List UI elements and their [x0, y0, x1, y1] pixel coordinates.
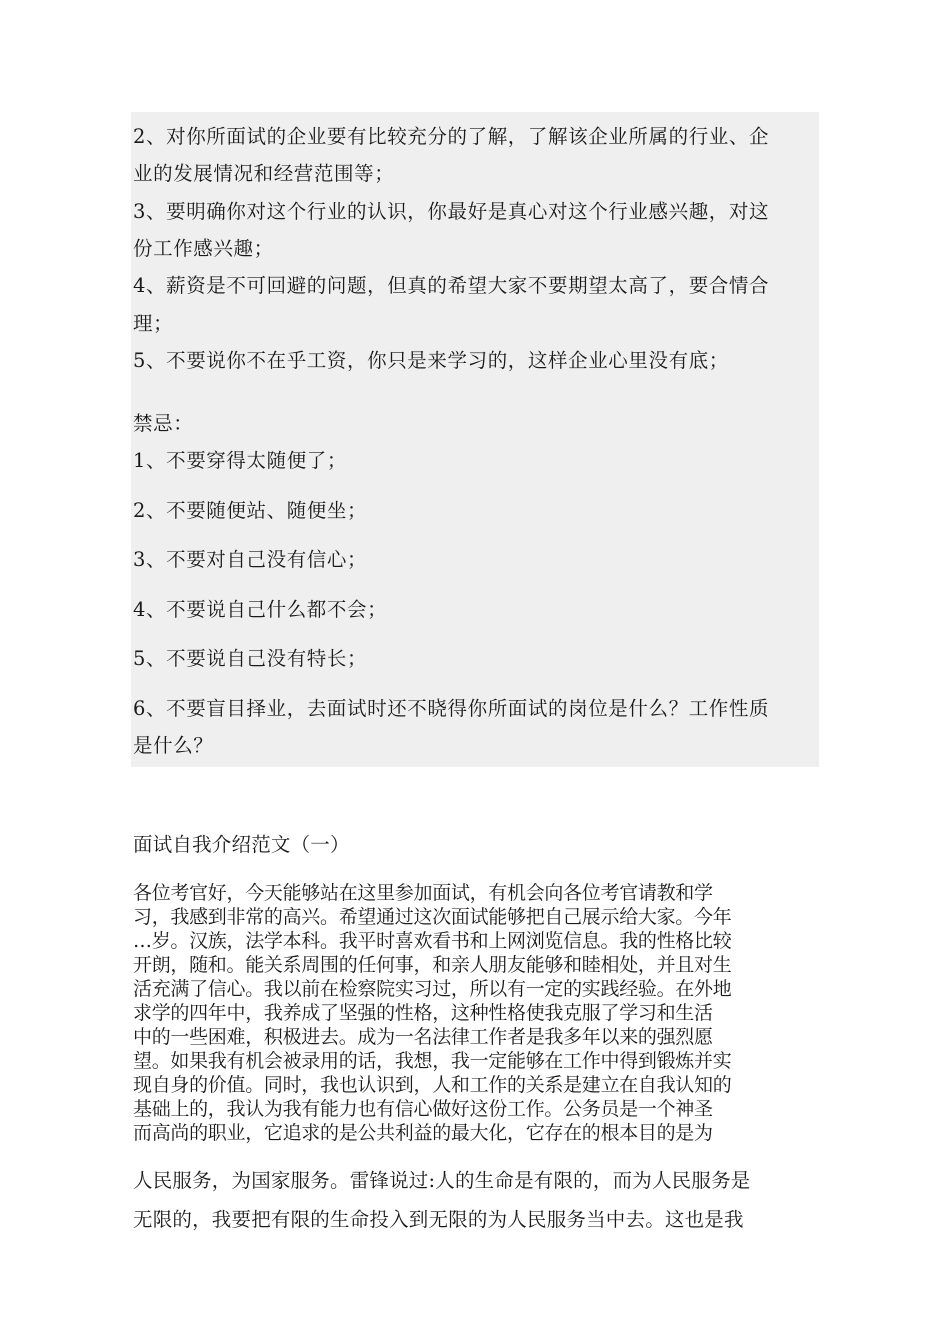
sample-line-6: 求学的四年中，我养成了坚强的性格，这种性格使我克服了学习和生活 — [133, 1002, 713, 1024]
sample-line-2: 习，我感到非常的高兴。希望通过这次面试能够把自己展示给大家。今年 — [133, 906, 732, 928]
sample-line-3: …岁。汉族，法学本科。我平时喜欢看书和上网浏览信息。我的性格比较 — [133, 930, 732, 952]
sample-line-1: 各位考官好，今天能够站在这里参加面试，有机会向各位考官请教和学 — [133, 882, 713, 904]
tip-2-line-1: 2、对你所面试的企业要有比较充分的了解，了解该企业所属的行业、企 — [133, 125, 770, 148]
taboo-item-3: 3、不要对自己没有信心； — [133, 548, 368, 571]
tip-2-line-2: 业的发展情况和经营范围等； — [133, 162, 395, 185]
taboo-item-5: 5、不要说自己没有特长； — [133, 647, 368, 670]
tip-4-line-2: 理； — [133, 312, 174, 335]
taboo-item-1: 1、不要穿得太随便了； — [133, 449, 348, 472]
taboos-heading: 禁忌： — [133, 412, 194, 435]
tip-3-line-1: 3、要明确你对这个行业的认识，你最好是真心对这个行业感兴趣，对这 — [133, 200, 770, 223]
sample-line-10: 基础上的，我认为我有能力也有信心做好这份工作。公务员是一个神圣 — [133, 1098, 713, 1120]
sample-line-9: 现自身的价值。同时，我也认识到，人和工作的关系是建立在自我认知的 — [133, 1074, 732, 1096]
sample-line-7: 中的一些困难，积极进去。成为一名法律工作者是我多年以来的强烈愿 — [133, 1026, 713, 1048]
taboo-item-2: 2、不要随便站、随便坐； — [133, 499, 368, 522]
taboo-item-6-line-1: 6、不要盲目择业，去面试时还不晓得你所面试的岗位是什么？工作性质 — [133, 697, 770, 720]
sample-line-5: 活充满了信心。我以前在检察院实习过，所以有一定的实践经验。在外地 — [133, 978, 732, 1000]
sample-title: 面试自我介绍范文（一） — [133, 833, 350, 856]
sample-line-13: 无限的，我要把有限的生命投入到无限的为人民服务当中去。这也是我 — [133, 1208, 744, 1231]
sample-line-8: 望。如果我有机会被录用的话，我想，我一定能够在工作中得到锻炼并实 — [133, 1050, 732, 1072]
sample-line-12: 人民服务，为国家服务。雷锋说过:人的生命是有限的，而为人民服务是 — [133, 1169, 751, 1192]
tip-3-line-2: 份工作感兴趣； — [133, 237, 274, 260]
sample-line-4: 开朗，随和。能关系周围的任何事，和亲人朋友能够和睦相处，并且对生 — [133, 954, 732, 976]
tip-5: 5、不要说你不在乎工资，你只是来学习的，这样企业心里没有底； — [133, 349, 729, 372]
sample-line-11: 而高尚的职业，它追求的是公共利益的最大化，它存在的根本目的是为 — [133, 1122, 713, 1144]
tip-4-line-1: 4、薪资是不可回避的问题，但真的希望大家不要期望太高了，要合情合 — [133, 274, 770, 297]
taboo-item-4: 4、不要说自己什么都不会； — [133, 598, 388, 621]
taboo-item-6-line-2: 是什么？ — [133, 734, 214, 757]
